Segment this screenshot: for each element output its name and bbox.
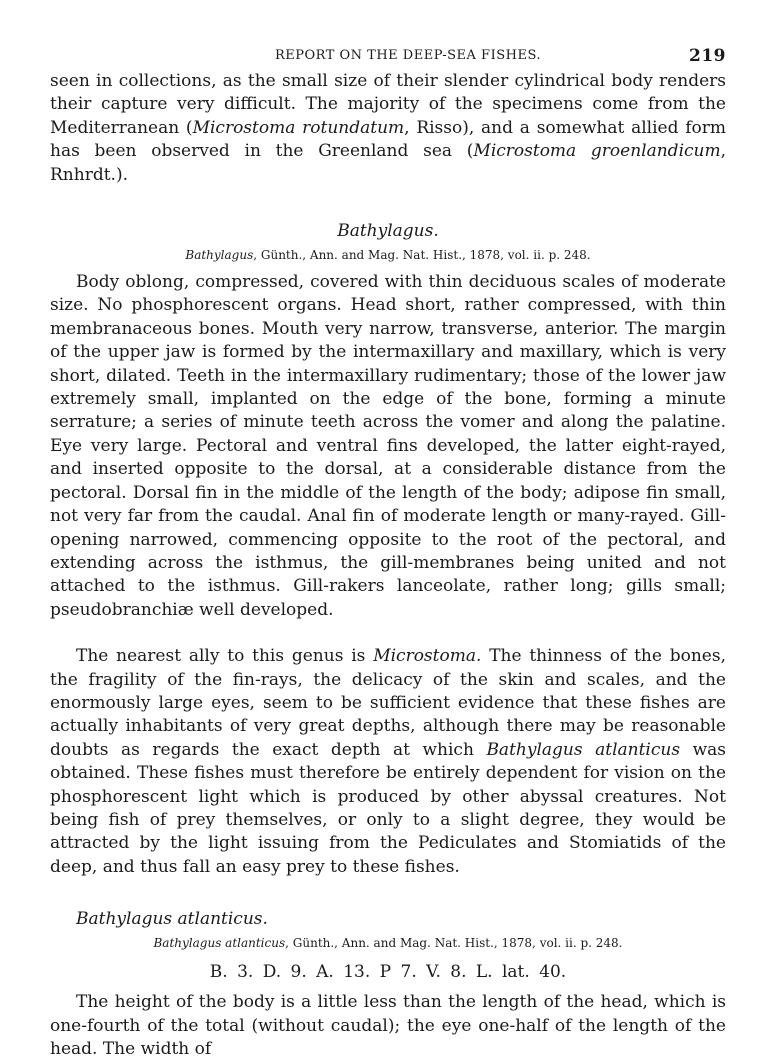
species-heading: Bathylagus atlanticus. (76, 909, 268, 930)
fin-formula: B. 3. D. 9. A. 13. P 7. V. 8. L. lat. 40. (209, 962, 567, 983)
discussion-paragraph: The nearest ally to this genus is Microstoma. The thinness of the bones, the fragility of the fin-rays, the delicacy of the skin and scales, and the enormously large eyes, seem to be sufficient evidence that these fishes are actually inhabitants of very great depths, although there may be reasonable doubts as regards the exact depth at which Bathylagus atlanticus was obtained. These fishes must therefore be entirely dependent for vision on the phosphorescent light which is produced by other abyssal creatures. Not being fish of prey themselves, or only to a slight degree, they would be attracted by the light issuing from the Pediculates and Stomiatids of the deep, and thus fall an easy prey to these fishes. (50, 646, 726, 877)
running-title: REPORT ON THE DEEP-SEA FISHES. (274, 48, 542, 63)
running-head (50, 42, 726, 70)
genus-heading: Bathylagus. (337, 221, 439, 242)
genus-description: Body oblong, compressed, covered with thin deciduous scales of moderate size. No phosphorescent organs. Head short, rather compressed, with thin membranaceous bones. Mouth very narrow, transverse, anterior. The margin of the upper jaw is formed by the intermaxillary and maxillary, which is very short, dilated. Teeth in the intermaxillary rudimentary; those of the lower jaw extremely small, implanted on the edge of the bone, forming a minute serrature; a series of minute teeth across the vomer and along the palatine. Eye very large. Pectoral and ventral fins developed, the latter eight-rayed, and inserted opposite to the dorsal, at a considerable distance from the pectoral. Dorsal fin in the middle of the length of the body; adipose fin small, not very far from the caudal. Anal fin of moderate length or many-rayed. Gill-opening narrowed, commencing opposite to the root of the pectoral, and extending across the isthmus, the gill-membranes being united and not attached to the isthmus. Gill-rakers lanceolate, rather long; gills small; pseudobranchiæ well developed. (50, 272, 726, 620)
page-number: 219 (689, 46, 726, 66)
intro-paragraph: seen in collections, as the small size of their slender cylindrical body renders their capture very difficult. The majority of the specimens come from the Mediterranean (Microstoma rotundatum, Risso), and a somewhat allied form has been observed in the Greenland sea (Microstoma groenlandicum, Rnhrdt.). (50, 71, 727, 185)
species-reference: Bathylagus atlanticus, Günth., Ann. and Mag. Nat. Hist., 1878, vol. ii. p. 248. (153, 936, 623, 951)
page (50, 42, 726, 1061)
genus-reference: Bathylagus, Günth., Ann. and Mag. Nat. Hist., 1878, vol. ii. p. 248. (185, 248, 591, 263)
species-description: The height of the body is a little less than the length of the head, which is one-fourth of the total (without caudal); the eye one-half of the length of the head. The width of (50, 992, 726, 1059)
